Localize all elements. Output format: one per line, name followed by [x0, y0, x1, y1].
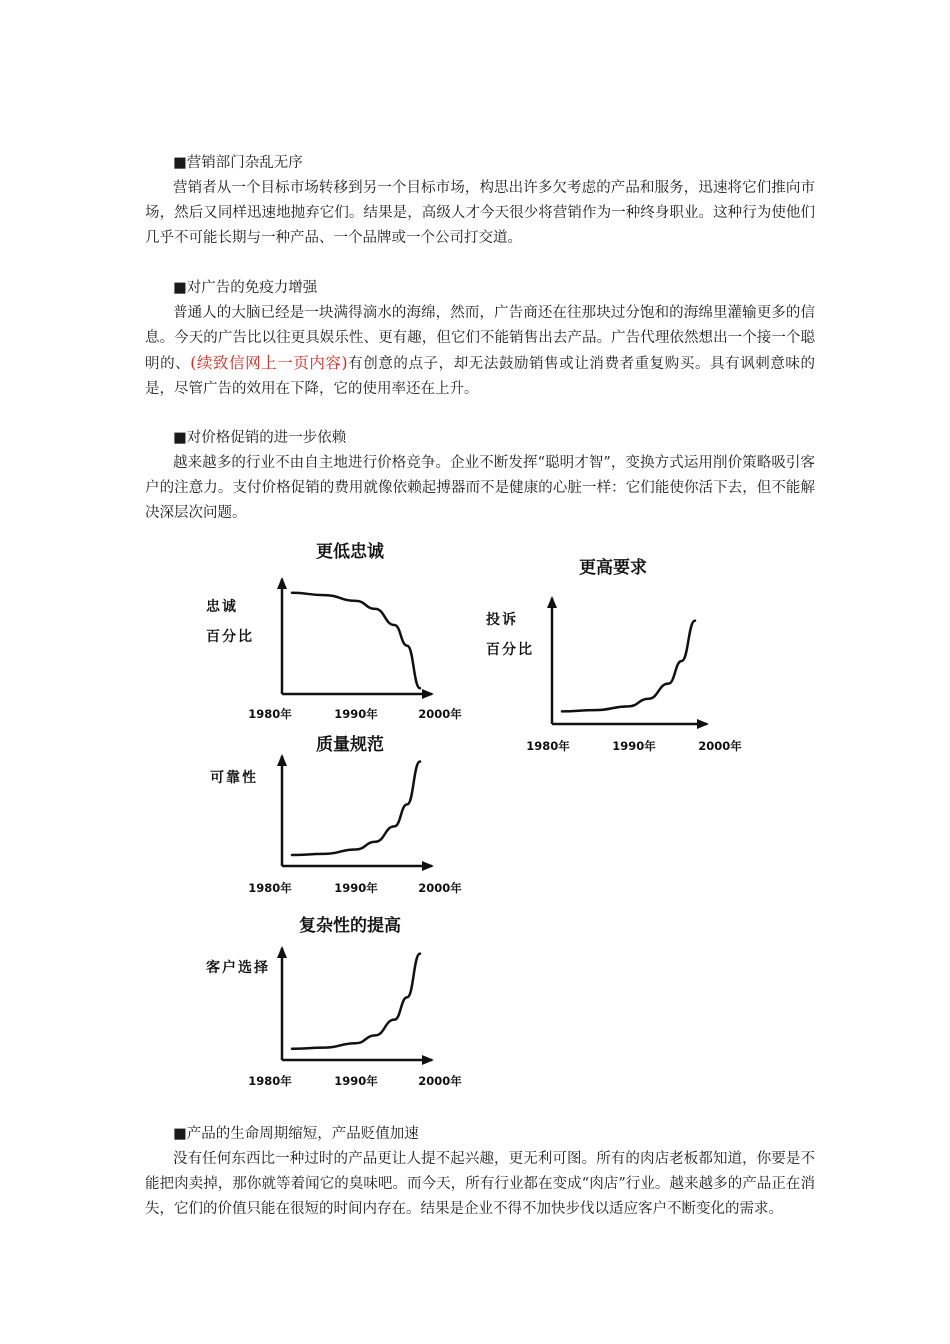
x-axis-arrow: [422, 1055, 434, 1065]
series-line: [292, 954, 420, 1049]
section-heading: ■营销部门杂乱无序: [173, 155, 303, 171]
chart-title: 更高要求: [579, 558, 647, 578]
y-axis-label: 客户选择: [206, 960, 270, 976]
section-paragraph: 没有任何东西比一种过时的产品更让人提不起兴趣，更无利可图。所有的肉店老板都知道，你要是不能把肉卖掉，那你就等着闻它的臭味吧。而今天，所有行业都在变成“肉店”行业。越来越多的产品正在消失，它们的价值只能在很短的时间内存在。结果是企业不得不加快步伐以适应客户不断变化的需求。: [145, 1151, 815, 1217]
x-tick-label: 1990年: [334, 881, 378, 895]
y-axis-label: 百分比: [206, 629, 254, 645]
y-axis-label: 投诉: [486, 612, 518, 628]
line-chart: [206, 915, 462, 1088]
chart-title: 复杂性的提高: [299, 916, 401, 936]
y-axis-arrow: [547, 596, 557, 608]
continued-link-note[interactable]: (续致信网上一页内容): [190, 354, 348, 372]
line-chart: [206, 541, 462, 721]
chart-title: 质量规范: [316, 735, 384, 755]
section-heading: ■对价格促销的进一步依赖: [173, 430, 347, 446]
x-tick-label: 2000年: [418, 881, 462, 895]
x-axis-arrow: [422, 689, 434, 699]
x-tick-label: 2000年: [418, 707, 462, 721]
y-axis-label: 忠诚: [206, 599, 238, 615]
line-chart: [210, 734, 462, 895]
section-product-lifecycle: [145, 1122, 815, 1222]
x-tick-label: 1980年: [526, 739, 570, 753]
y-axis-label: 可靠性: [210, 770, 258, 786]
x-tick-label: 2000年: [418, 1074, 462, 1088]
x-axis-arrow: [422, 861, 434, 871]
x-tick-label: 1980年: [248, 707, 292, 721]
x-axis-arrow: [697, 719, 709, 729]
line-chart: [486, 557, 742, 753]
y-axis-arrow: [277, 754, 287, 766]
section-paragraph: 越来越多的行业不由自主地进行价格竞争。企业不断发挥“聪明才智”，变换方式运用削价策略吸引客户的注意力。支付价格促销的费用就像依赖起搏器而不是健康的心脏一样：它们能使你活下去，但不能解决深层次问题。: [145, 455, 815, 521]
x-tick-label: 1980年: [248, 1074, 292, 1088]
series-line: [562, 621, 695, 712]
y-axis-arrow: [277, 577, 287, 589]
section-paragraph: 营销者从一个目标市场转移到另一个目标市场，构思出许多欠考虑的产品和服务，迅速将它们推向市场，然后又同样迅速地抛弃它们。结果是，高级人才今天很少将营销作为一种终身职业。这种行为使他们几乎不可能长期与一种产品、一个品牌或一个公司打交道。: [145, 180, 815, 246]
y-axis-arrow: [277, 946, 287, 958]
x-tick-label: 1990年: [334, 1074, 378, 1088]
x-tick-label: 2000年: [698, 739, 742, 753]
paragraph-text-after: 有创意的点子，却无法鼓励销售或让消费者重复购买。具有讽刺意味的是，尽管广告的效用在下降，它的使用率还在上升。: [145, 356, 815, 397]
x-tick-label: 1980年: [248, 881, 292, 895]
x-tick-label: 1990年: [334, 707, 378, 721]
paragraph-text-before: 普通人的大脑已经是一块满得滴水的海绵，然而，广告商还在往那块过分饱和的海绵里灌输更多的信息。今天的广告比以往更具娱乐性、更有趣，但它们不能销售出去产品。广告代理依然想出一个接一个聪明的、: [145, 305, 815, 372]
section-heading: ■对广告的免疫力增强: [173, 280, 318, 296]
x-tick-label: 1990年: [612, 739, 656, 753]
section-heading: ■产品的生命周期缩短，产品贬值加速: [173, 1126, 419, 1142]
y-axis-label: 百分比: [486, 642, 534, 658]
series-line: [292, 762, 420, 856]
series-line: [292, 593, 420, 688]
chart-title: 更低忠诚: [316, 542, 384, 562]
